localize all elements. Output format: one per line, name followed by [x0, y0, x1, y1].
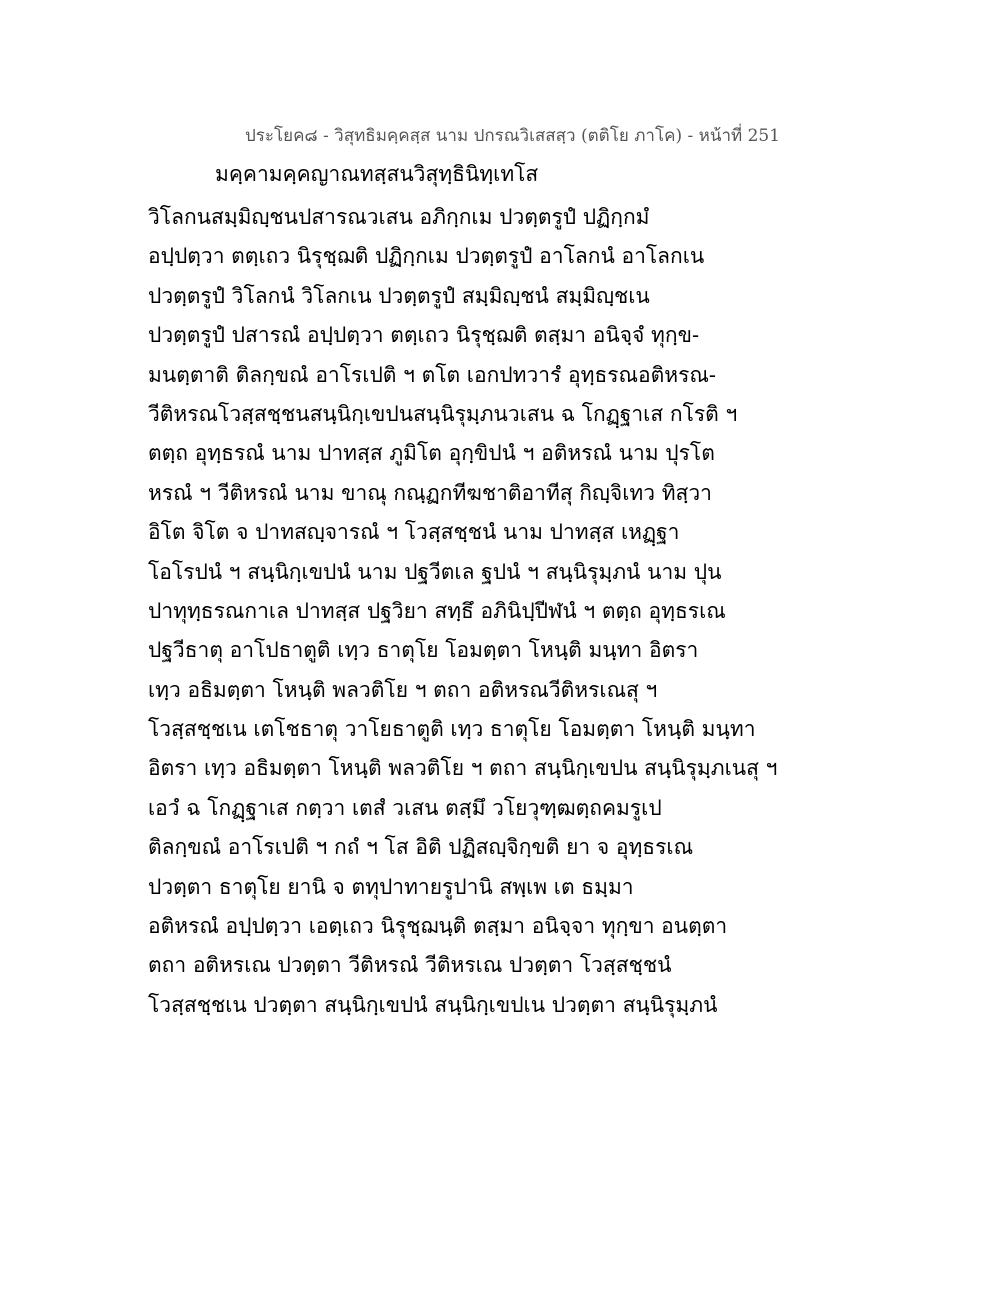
text-line: อติหรณํ อปฺปตฺวา เอตฺเถว นิรุชฺฌนฺติ ตสฺมา อนิจฺจา ทุกฺขา อนตฺตา: [148, 914, 728, 939]
text-line: โอโรปนํ ฯ สนฺนิกฺเขปนํ นาม ปฐวีตเล ฐปนํ ฯ สนฺนิรุมฺภนํ นาม ปุน: [148, 559, 722, 584]
text-line: ตตฺถ อุทฺธรณํ นาม ปาทสฺส ภูมิโต อุกฺขิปนํ ฯ อติหรณํ นาม ปุรโต: [148, 441, 715, 466]
body-text: [148, 198, 868, 1025]
text-line: อิโต จิโต จ ปาทสญฺจารณํ ฯ โวสฺสชฺชนํ นาม ปาทสฺส เหฏฺฐา: [148, 520, 680, 545]
text-line: ปวตฺตรูปํ ปสารณํ อปฺปตฺวา ตตฺเถว นิรุชฺฌติ ตสฺมา อนิจฺจํ ทุกฺข-: [148, 323, 700, 348]
text-line: อปฺปตฺวา ตตฺเถว นิรุชฺฌติ ปฏิกฺกเม ปวตฺตรูปํ อาโลกนํ อาโลกเน: [148, 244, 705, 269]
text-line: ตถา อติหรเณ ปวตฺตา วีติหรณํ วีติหรเณ ปวตฺตา โวสฺสชฺชนํ: [148, 953, 672, 978]
text-line: ปวตฺตรูปํ วิโลกนํ วิโลกเน ปวตฺตรูปํ สมฺมิญฺชนํ สมฺมิญฺชเน: [148, 283, 650, 308]
text-line: อิตรา เทฺว อธิมตฺตา โหนฺติ พลวติโย ฯ ตถา สนฺนิกฺเขปน สนฺนิรุมฺภเนสุ ฯ: [148, 756, 778, 781]
text-line: เอวํ ฉ โกฏฺฐาเส กตฺวา เตสํ วเสน ตสฺมึ วโยวุฑฺฒตฺถคมรูเป: [148, 795, 662, 820]
text-line: วีติหรณโวสฺสชฺชนสนฺนิกฺเขปนสนฺนิรุมฺภนวเสน ฉ โกฏฺฐาเส กโรติ ฯ: [148, 401, 738, 426]
page-header: ประโยค๘ - วิสุทธิมคฺคสฺส นาม ปกรณวิเสสสฺว (ตติโย ภาโค) - หน้าที่ 251: [245, 126, 781, 146]
section-title: มคฺคามคฺคญาณทสฺสนวิสุทฺธินิทฺเทโส: [215, 162, 539, 186]
text-line: ปวตฺตา ธาตุโย ยานิ จ ตทุปาทายรูปานิ สพฺเพ เต ธมฺมา: [148, 874, 634, 899]
text-line: มนตฺตาติ ติลกฺขณํ อาโรเปติ ฯ ตโต เอกปทวารํ อุทฺธรณอติหรณ-: [148, 362, 716, 387]
text-line: หรณํ ฯ วีติหรณํ นาม ขาณุ กณฺฏกทีฆชาติอาทีสุ กิญฺจิเทว ทิสฺวา: [148, 480, 712, 505]
text-line: ติลกฺขณํ อาโรเปติ ฯ กถํ ฯ โส อิติ ปฏิสญฺจิกฺขติ ยา จ อุทฺธรเณ: [148, 835, 694, 860]
text-line: ปาทุทฺธรณกาเล ปาทสฺส ปฐวิยา สทฺธึ อภินิปฺปีฬนํ ฯ ตตฺถ อุทฺธรเณ: [148, 598, 726, 623]
text-line: ปฐวีธาตุ อาโปธาตูติ เทฺว ธาตุโย โอมตฺตา โหนฺติ มนฺทา อิตรา: [148, 638, 699, 663]
text-line: โวสฺสชฺชเน ปวตฺตา สนฺนิกฺเขปนํ สนฺนิกฺเขปเน ปวตฺตา สนฺนิรุมฺภนํ: [148, 992, 718, 1017]
text-line: โวสฺสชฺชเน เตโชธาตุ วาโยธาตูติ เทฺว ธาตุโย โอมตฺตา โหนฺติ มนฺทา: [148, 717, 756, 742]
text-line: เทฺว อธิมตฺตา โหนฺติ พลวติโย ฯ ตถา อติหรณวีติหรเณสุ ฯ: [148, 677, 658, 702]
text-line: วิโลกนสมฺมิญฺชนปสารณวเสน อภิกฺกเม ปวตฺตรูปํ ปฏิกฺกมํ: [148, 205, 650, 229]
